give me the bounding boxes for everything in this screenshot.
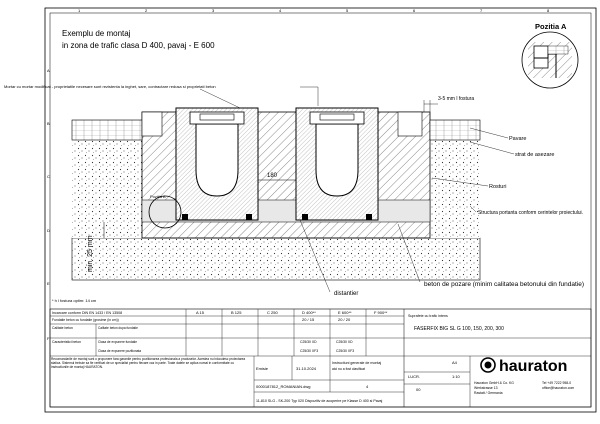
- address-line2: Werkstrasse 13: [474, 386, 498, 390]
- installation-notes: Recomandarile de montaj sunt o propunere fara garantie pentru pozitionarea profesionala a produselor. Acestea nu inlocuiesc proiectarea statica. Sistemul trebuie sa fie verificat de un specialist pentru fiecare caz in parte. Toate datele se aplica numai in conformitate cu instructiunile de montaj HAURATON.: [51, 357, 246, 369]
- channel-2: [296, 108, 378, 220]
- dimension-width: 180: [267, 173, 278, 179]
- dwg-number: 0000187812_ROMANIAN.dwg: [256, 384, 311, 389]
- grid-number: 6: [413, 8, 416, 13]
- gap-label: 3-5 mm l fostura: [438, 96, 475, 102]
- drawing-title-line1: Exemplu de montaj: [62, 29, 131, 38]
- cross-section: [72, 96, 480, 280]
- mortar-note: Mortar cu mortar modificat - proprietatile necesare sunt rezistenta la inghet, sare, contractare redusa si proprietati beton: [4, 84, 216, 89]
- format-label: Instructiuni generale de montaj: [332, 361, 382, 365]
- callout-concrete: beton de pozare (minim calitatea betonului din fundatie): [424, 282, 584, 288]
- load-class-b125: B 125: [231, 310, 242, 315]
- load-class-header: Incarcare conform DIN EN 1433 / EN 13508: [52, 311, 123, 315]
- load-class-e600: E 600**: [338, 310, 352, 315]
- row2-label: Calitate beton: [52, 326, 73, 330]
- date-label: Emisie: [256, 366, 269, 371]
- footnote: * h l fostura optim: 14 cm: [52, 298, 97, 303]
- detail-a-inset: [522, 22, 578, 88]
- callout-base: Structura portanta conform cerintelor proiectului.: [478, 210, 583, 216]
- row3-e600-a: C25/30 XD: [336, 340, 353, 344]
- spacer: [366, 214, 372, 220]
- revision: 00: [416, 387, 421, 392]
- format-sub: aici nu a fost clasificat: [332, 367, 365, 371]
- callout-joints: Rosturi: [489, 184, 507, 190]
- grid-numbers: [78, 8, 550, 13]
- paper-size: A4: [452, 360, 457, 365]
- paving-right: [430, 120, 480, 140]
- subgrade-layer: [72, 238, 480, 280]
- date-value: 31.10.2024: [296, 366, 317, 371]
- detail-a-label: Pozitia A: [535, 22, 567, 31]
- scale: 1:10: [452, 374, 460, 379]
- spacer: [182, 214, 188, 220]
- grid-letter: C: [47, 174, 50, 179]
- grid-letter: D: [47, 228, 50, 233]
- dimension-depth: min. 25 mm: [87, 235, 94, 272]
- row1-e600: 20 / 20: [338, 317, 351, 322]
- load-class-d400: D 400**: [302, 310, 316, 315]
- email: office@hauraton.com: [542, 386, 575, 390]
- grid-number: 8: [547, 8, 550, 13]
- row3-sub1: Clasa de expunere fundatie: [98, 340, 137, 344]
- grid-number: 4: [279, 8, 282, 13]
- row3-label: Caracteristici beton: [52, 340, 82, 344]
- grid-number: 5: [346, 8, 349, 13]
- spacer: [246, 214, 252, 220]
- grid-letter: A: [47, 68, 50, 73]
- row1-label: Fundatie beton cu fundatie (grosime (in cm)): [52, 318, 119, 322]
- paving-left: [72, 120, 142, 140]
- grid-number: 1: [78, 8, 81, 13]
- project-name: Suprafete cu trafic intens: [408, 314, 448, 318]
- row1-d400: 20 / 15: [302, 317, 315, 322]
- row2-sub: Calitate beton dupa fundatie: [98, 326, 138, 330]
- load-class-c250: C 250: [267, 310, 278, 315]
- load-class-a15: A 15: [196, 310, 205, 315]
- grid-letter: F: [47, 336, 50, 341]
- hauraton-logo: [481, 358, 567, 375]
- row3-d400-b: C25/30 XF3: [300, 349, 319, 353]
- address-line3: Rastatt / Germania: [474, 391, 503, 395]
- title-block: [50, 309, 591, 407]
- grid-number: 2: [145, 8, 148, 13]
- product-line: FASERFIX BIG SL G 100, 150, 200, 300: [414, 326, 504, 332]
- callout-bedding: strat de asezare: [515, 152, 555, 158]
- address-line1: Hauraton GmbH & Co. KG: [474, 381, 514, 385]
- bottom-reference: 11-810 SLG - SK-200 Typ 020 Dispozitiv de acoperire pe Klasse D 400 si Pavaj: [256, 399, 383, 403]
- grid-letter: E: [47, 281, 50, 286]
- spacer: [302, 214, 308, 220]
- callout-paving: Pavare: [509, 136, 527, 142]
- channel-1: [176, 108, 258, 220]
- detail-marker-label: Pozitia A: [150, 194, 166, 199]
- brand-name: hauraton: [499, 358, 568, 375]
- drawing-title-line2: in zona de trafic clasa D 400, pavaj - E 600: [62, 41, 215, 50]
- code-label: LUCR.: [408, 374, 421, 379]
- grid-letters: [47, 68, 50, 341]
- base-layer-right: [430, 140, 480, 238]
- row3-e600-b: C25/30 XF3: [336, 349, 355, 353]
- base-layer-left: [72, 140, 142, 238]
- load-class-f900: F 900**: [374, 310, 388, 315]
- grid-number: 7: [480, 8, 483, 13]
- grid-number: 3: [212, 8, 215, 13]
- callout-spacer: distantier: [334, 291, 359, 297]
- sheet-number: 4: [366, 384, 369, 389]
- grid-letter: B: [47, 121, 50, 126]
- row3-d400-a: C25/30 XD: [300, 340, 317, 344]
- row3-sub2: Clasa de expunere pozitionata: [98, 349, 142, 353]
- phone: Tel +49 7222 958-0: [542, 381, 572, 385]
